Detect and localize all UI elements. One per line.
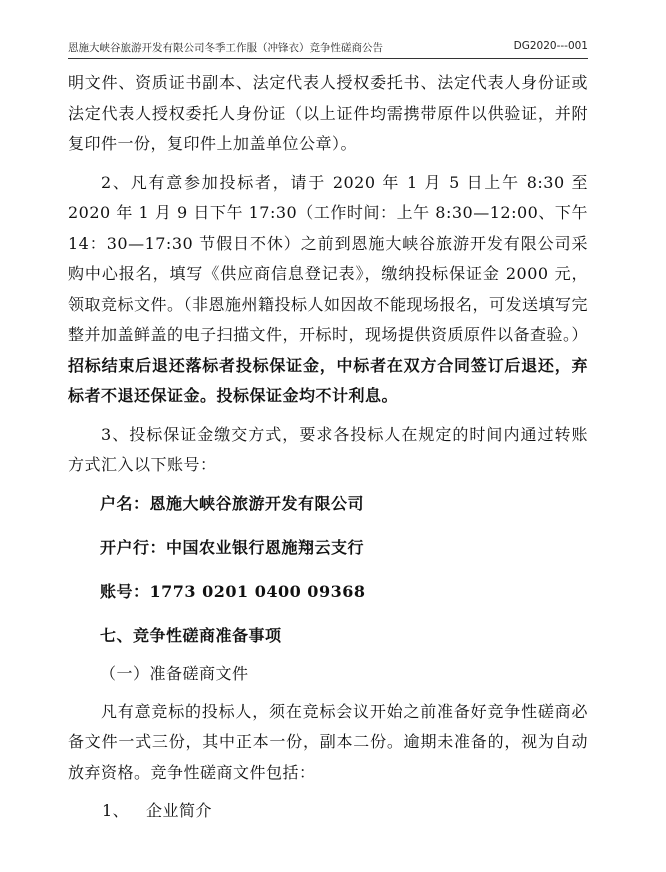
account-bank: 开户行：中国农业银行恩施翔云支行: [100, 537, 365, 557]
registration-text: 2、凡有意参加投标者，请于 2020 年 1 月 5 日上午 8:30 至 2020 年 1 月 9 日下午 17:30（工作时间：上午 8:30—12:00、下午 14：30—17:30 节假日不休）之前到恩施大峡谷旅游开发有限公司采购中心报名，填写《供应商信息登记表》，缴纳投标保证金 2000 元，领取竞标文件。（非恩施州籍投标人如因故不能现场报名，可发送填写完整并加盖鲜盖的电子扫描文件，开标时，现场提供资质原件以备查验。）: [68, 172, 589, 344]
document-body: [68, 68, 588, 826]
paragraph-documents-required: 明文件、资质证书副本、法定代表人授权委托书、法定代表人身份证或法定代表人授权委托人身份证（以上证件均需携带原件以供验证，并附复印件一份，复印件上加盖单位公章）。: [68, 73, 588, 153]
paragraph-deposit-method: 3、投标保证金缴交方式，要求各投标人在规定的时间内通过转账方式汇入以下账号：: [68, 424, 588, 474]
account-name: 户名：恩施大峡谷旅游开发有限公司: [100, 493, 365, 513]
deposit-refund-text: 招标结束后退还落标者投标保证金，中标者在双方合同签订后退还，弃标者不退还保证金。投标保证金均不计利息。: [68, 355, 588, 405]
header-title: 恩施大峡谷旅游开发有限公司冬季工作服（冲锋衣）竞争性磋商公告: [68, 42, 383, 54]
section-heading-preparation: 七、竞争性磋商准备事项: [100, 625, 282, 645]
list-item-number: 1、: [102, 801, 130, 820]
account-number: 账号：1773 0201 0400 09368: [100, 581, 366, 601]
paragraph-document-requirements: 凡有意竞标的投标人，须在竞标会议开始之前准备好竞争性磋商必备文件一式三份，其中正本一份，副本二份。逾期未准备的，视为自动放弃资格。竞争性磋商文件包括：: [68, 701, 588, 782]
header-doc-code: DG2020---001: [513, 40, 588, 52]
list-item: [68, 796, 588, 826]
paragraph-registration: [68, 168, 588, 412]
subsection-heading-documents: （一）准备磋商文件: [100, 663, 249, 683]
page-header: [68, 40, 588, 59]
list-item-text: 企业简介: [146, 801, 213, 820]
